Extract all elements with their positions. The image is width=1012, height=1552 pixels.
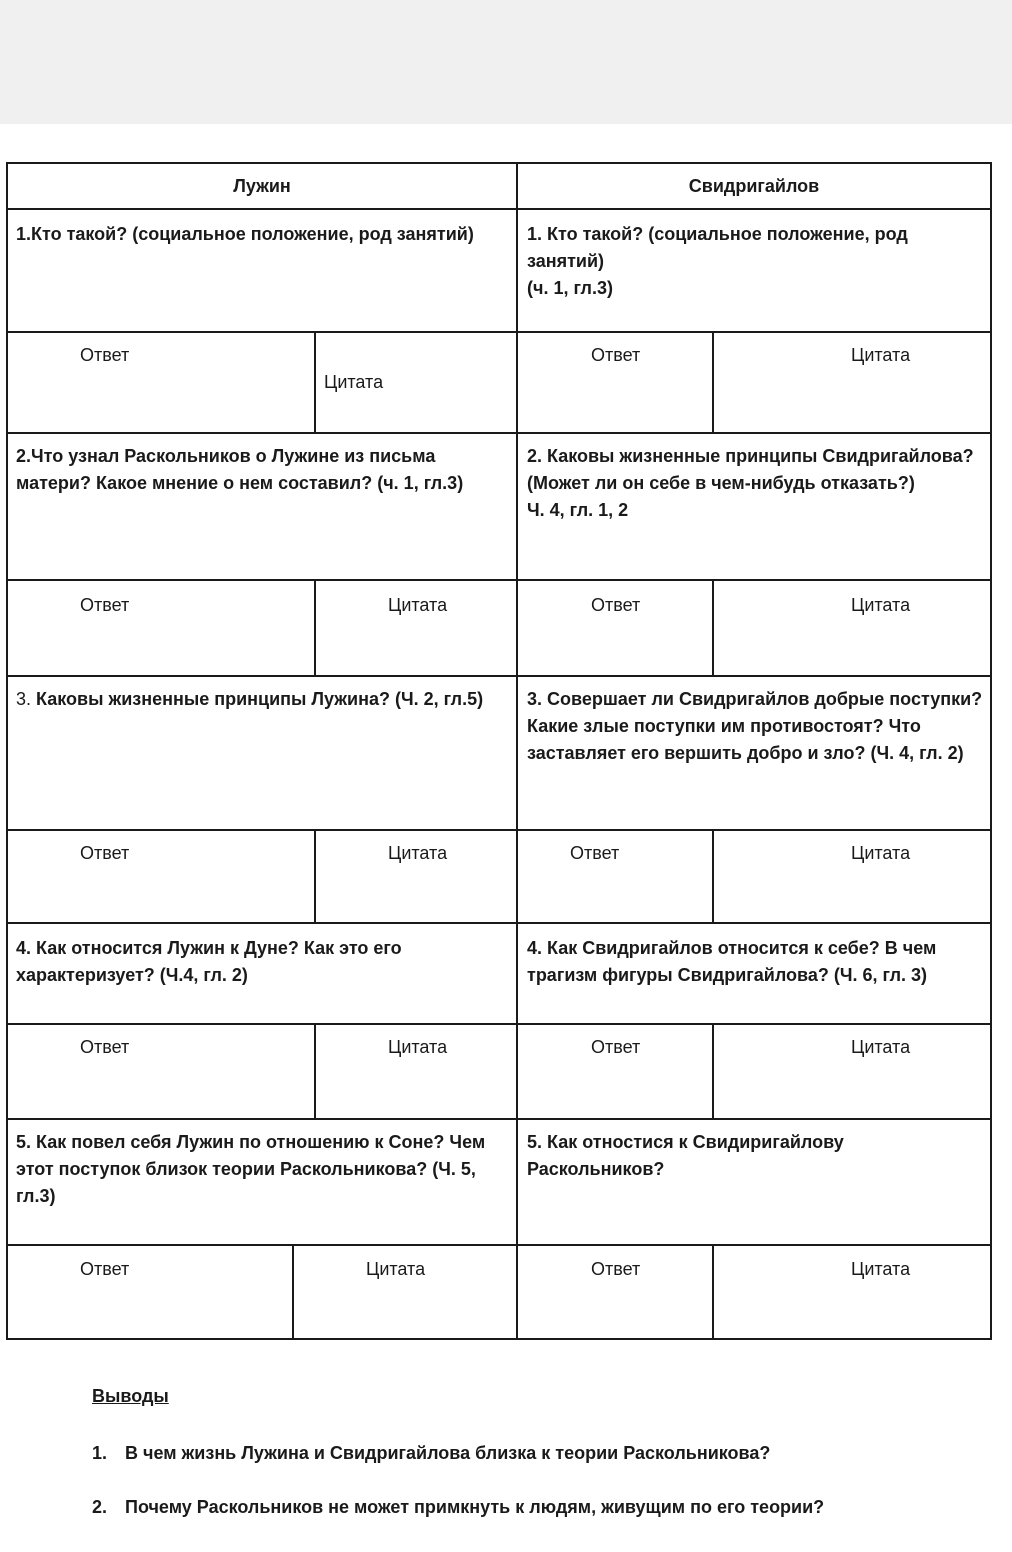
table-rule — [6, 922, 992, 924]
answer-label: Ответ — [80, 1037, 130, 1057]
answer-quote-divider — [712, 331, 714, 434]
quote-label: Цитата — [851, 843, 911, 863]
header-svidrigailov: Свидригайлов — [688, 176, 820, 196]
table-rule — [6, 1118, 992, 1120]
quote-label: Цитата — [851, 595, 911, 615]
answer-label: Ответ — [80, 843, 130, 863]
table-border-left — [6, 162, 8, 1340]
answer-label: Ответ — [591, 1259, 641, 1279]
question-luzhin-2: 2.Что узнал Раскольников о Лужине из письма матери? Какое мнение о нем составил? (ч. 1, гл.3) — [16, 446, 464, 493]
table-border-bottom — [6, 1338, 992, 1340]
table-rule — [6, 208, 992, 210]
table-rule — [6, 829, 992, 831]
question-luzhin-5: 5. Как повел себя Лужин по отношению к Соне? Чем этот поступок близок теории Раскольникова? (Ч. 5, гл.3) — [16, 1132, 486, 1206]
answer-quote-divider — [712, 1023, 714, 1120]
table-rule — [6, 1023, 992, 1025]
conclusion-item: 2. Почему Раскольников не может примкнуть к людям, живущим по его теории? — [92, 1497, 825, 1517]
answer-label: Ответ — [591, 595, 641, 615]
table-rule — [6, 432, 992, 434]
table-border-top — [6, 162, 992, 164]
question-luzhin-3: 3. Каковы жизненные принципы Лужина? (Ч. 2, гл.5) — [16, 689, 484, 709]
table-column-divider — [516, 162, 518, 1340]
answer-label: Ответ — [80, 1259, 130, 1279]
answer-label: Ответ — [591, 1037, 641, 1057]
quote-label: Цитата — [388, 1037, 448, 1057]
answer-quote-divider — [314, 579, 316, 677]
table-rule — [6, 675, 992, 677]
answer-quote-divider — [292, 1244, 294, 1340]
quote-label: Цитата — [388, 843, 448, 863]
question-svidrigailov-4: 4. Как Свидригайлов относится к себе? В чем трагизм фигуры Свидригайлова? (Ч. 6, гл. 3) — [527, 938, 937, 985]
quote-label: Цитата — [388, 595, 448, 615]
quote-label: Цитата — [366, 1259, 426, 1279]
question-svidrigailov-1: 1. Кто такой? (социальное положение, род занятий) (ч. 1, гл.3) — [527, 224, 908, 298]
question-svidrigailov-5: 5. Как отностися к Свидиригайлову Раскольников? — [527, 1132, 844, 1179]
answer-quote-divider — [314, 1023, 316, 1120]
question-luzhin-1: 1.Кто такой? (социальное положение, род занятий) — [16, 224, 474, 244]
table-rule — [6, 331, 992, 333]
conclusion-item: 1. В чем жизнь Лужина и Свидригайлова близка к теории Раскольникова? — [92, 1443, 771, 1463]
answer-quote-divider — [712, 1244, 714, 1340]
answer-quote-divider — [314, 829, 316, 924]
answer-label: Ответ — [80, 345, 130, 365]
answer-label: Ответ — [80, 595, 130, 615]
question-svidrigailov-2: 2. Каковы жизненные принципы Свидригайлова? (Может ли он себе в чем-нибудь отказать?) Ч. 4, гл. 1, 2 — [527, 446, 974, 520]
answer-quote-divider — [712, 829, 714, 924]
conclusions-title: Выводы — [92, 1386, 169, 1406]
header-luzhin: Лужин — [233, 176, 291, 196]
quote-label: Цитата — [851, 1037, 911, 1057]
quote-label: Цитата — [851, 1259, 911, 1279]
answer-label: Ответ — [570, 843, 620, 863]
answer-label: Ответ — [591, 345, 641, 365]
question-luzhin-4: 4. Как относится Лужин к Дуне? Как это его характеризует? (Ч.4, гл. 2) — [16, 938, 402, 985]
quote-label: Цитата — [324, 372, 384, 392]
table-rule — [6, 1244, 992, 1246]
table-rule — [6, 579, 992, 581]
answer-quote-divider — [314, 331, 316, 434]
quote-label: Цитата — [851, 345, 911, 365]
answer-quote-divider — [712, 579, 714, 677]
table-border-right — [990, 162, 992, 1340]
question-svidrigailov-3: 3. Совершает ли Свидригайлов добрые поступки? Какие злые поступки им противостоят? Что заставляет его вершить добро и зло? (Ч. 4, гл. 2) — [527, 689, 983, 763]
